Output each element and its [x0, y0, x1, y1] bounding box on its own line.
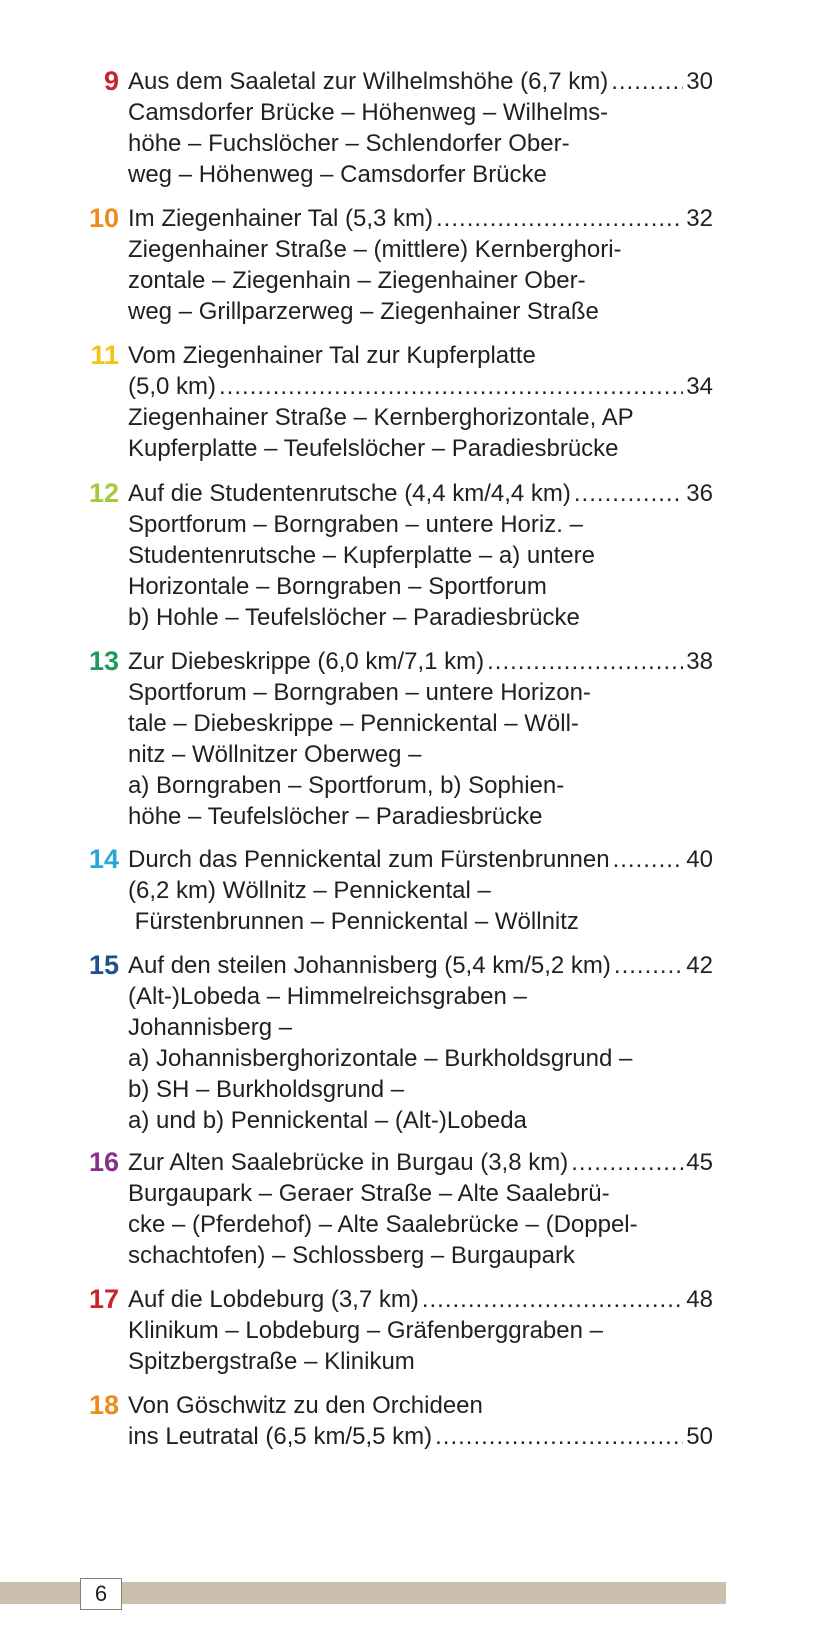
entry-title: Zur Diebeskrippe (6,0 km/7,1 km)	[128, 648, 485, 675]
route-line: Horizontale – Borngraben – Sportforum	[128, 573, 547, 600]
route-line: b) Hohle – Teufelslöcher – Paradiesbrücke	[128, 604, 580, 631]
route-line: Camsdorfer Brücke – Höhenweg – Wilhelms-	[128, 99, 609, 126]
route-line: schachtofen) – Schlossberg – Burgaupark	[128, 1242, 575, 1269]
title-line	[128, 646, 713, 677]
entry-page: 48	[686, 1286, 713, 1313]
entry-body	[128, 1390, 713, 1452]
leader-dots	[435, 1421, 683, 1452]
entry-title: Auf die Studentenrutsche (4,4 km/4,4 km)	[128, 480, 571, 507]
entry-body	[128, 340, 713, 464]
entry-title: Im Ziegenhainer Tal (5,3 km)	[128, 205, 434, 232]
route-line: Ziegenhainer Straße – Kernberghorizontale, AP	[128, 404, 634, 431]
entry-page: 34	[686, 373, 713, 400]
entry-title: Auf den steilen Johannisberg (5,4 km/5,2 km)	[128, 952, 611, 979]
route-line: cke – (Pferdehof) – Alte Saalebrücke – (Doppel-	[128, 1211, 638, 1238]
route-line: weg – Höhenweg – Camsdorfer Brücke	[128, 161, 547, 188]
entry-page: 45	[686, 1149, 713, 1176]
entry-number: 15	[88, 950, 119, 980]
leader-dots	[613, 844, 684, 875]
title-line	[128, 203, 713, 234]
route-line: zontale – Ziegenhain – Ziegenhainer Ober-	[128, 267, 586, 294]
route-line: a) Johannisberghorizontale – Burkholdsgrund –	[128, 1045, 633, 1072]
entry-body	[128, 203, 713, 327]
entry-number: 16	[88, 1147, 119, 1177]
title-line	[128, 1147, 713, 1178]
title-line	[128, 1284, 713, 1315]
title-line	[128, 371, 713, 402]
route-line: Kupferplatte – Teufelslöcher – Paradiesbrücke	[128, 435, 619, 462]
route-line: (Alt-)Lobeda – Himmelreichsgraben –	[128, 983, 527, 1010]
route-line: Johannisberg –	[128, 1014, 293, 1041]
entry-page: 42	[686, 952, 713, 979]
leader-dots	[571, 1147, 683, 1178]
title-line	[128, 66, 713, 97]
route-line: a) und b) Pennickental – (Alt-)Lobeda	[128, 1107, 527, 1134]
entry-page: 30	[686, 68, 713, 95]
route-line: Sportforum – Borngraben – untere Horizon-	[128, 679, 591, 706]
route-line: höhe – Fuchslöcher – Schlendorfer Ober-	[128, 130, 570, 157]
entry-number: 17	[88, 1284, 119, 1314]
entry-title-cont: ins Leutratal (6,5 km/5,5 km)	[128, 1423, 433, 1450]
entry-title: Zur Alten Saalebrücke in Burgau (3,8 km)	[128, 1149, 569, 1176]
title-line	[128, 1421, 713, 1452]
entry-number: 9	[103, 66, 119, 96]
route-line: tale – Diebeskrippe – Pennickental – Wöll-	[128, 710, 579, 737]
leader-dots	[436, 203, 683, 234]
entry-number: 18	[88, 1390, 119, 1420]
entry-number: 13	[88, 646, 119, 676]
route-line: b) SH – Burkholdsgrund –	[128, 1076, 405, 1103]
entry-number: 10	[88, 203, 119, 233]
leader-dots	[219, 371, 683, 402]
leader-dots	[614, 950, 683, 981]
entry-page: 40	[686, 846, 713, 873]
entry-title: Von Göschwitz zu den Orchideen	[128, 1392, 483, 1419]
entry-page: 36	[686, 480, 713, 507]
entry-page: 38	[686, 648, 713, 675]
entry-body	[128, 66, 713, 190]
entry-body	[128, 478, 713, 633]
leader-dots	[574, 478, 683, 509]
route-line: a) Borngraben – Sportforum, b) Sophien-	[128, 772, 565, 799]
entry-title: Vom Ziegenhainer Tal zur Kupferplatte	[128, 342, 536, 369]
entry-body	[128, 950, 713, 1136]
page-number: 6	[80, 1578, 122, 1610]
route-line: Fürstenbrunnen – Pennickental – Wöllnitz	[128, 908, 579, 935]
entry-body	[128, 844, 713, 937]
route-line: Sportforum – Borngraben – untere Horiz. –	[128, 511, 583, 538]
entry-title: Aus dem Saaletal zur Wilhelmshöhe (6,7 km)	[128, 68, 609, 95]
entry-page: 32	[686, 205, 713, 232]
entry-title: Auf die Lobdeburg (3,7 km)	[128, 1286, 419, 1313]
entry-title-cont: (5,0 km)	[128, 373, 217, 400]
entry-body	[128, 646, 713, 832]
title-line	[128, 844, 713, 875]
entry-page: 50	[686, 1423, 713, 1450]
entry-title: Durch das Pennickental zum Fürstenbrunnen	[128, 846, 610, 873]
entry-number: 11	[90, 340, 119, 370]
route-line: Spitzbergstraße – Klinikum	[128, 1348, 415, 1375]
title-line	[128, 478, 713, 509]
leader-dots	[422, 1284, 683, 1315]
entry-body	[128, 1147, 713, 1271]
route-line: Studentenrutsche – Kupferplatte – a) untere	[128, 542, 595, 569]
leader-dots	[611, 66, 683, 97]
route-line: Burgaupark – Geraer Straße – Alte Saalebrü-	[128, 1180, 610, 1207]
entry-body	[128, 1284, 713, 1377]
route-line: weg – Grillparzerweg – Ziegenhainer Straße	[128, 298, 599, 325]
route-line: (6,2 km) Wöllnitz – Pennickental –	[128, 877, 491, 904]
title-line	[128, 950, 713, 981]
route-line: Ziegenhainer Straße – (mittlere) Kernberghori-	[128, 236, 622, 263]
entry-number: 12	[88, 478, 119, 508]
route-line: Klinikum – Lobdeburg – Gräfenberggraben –	[128, 1317, 603, 1344]
route-line: nitz – Wöllnitzer Oberweg –	[128, 741, 422, 768]
entry-number: 14	[88, 844, 119, 874]
route-line: höhe – Teufelslöcher – Paradiesbrücke	[128, 803, 543, 830]
leader-dots	[487, 646, 683, 677]
